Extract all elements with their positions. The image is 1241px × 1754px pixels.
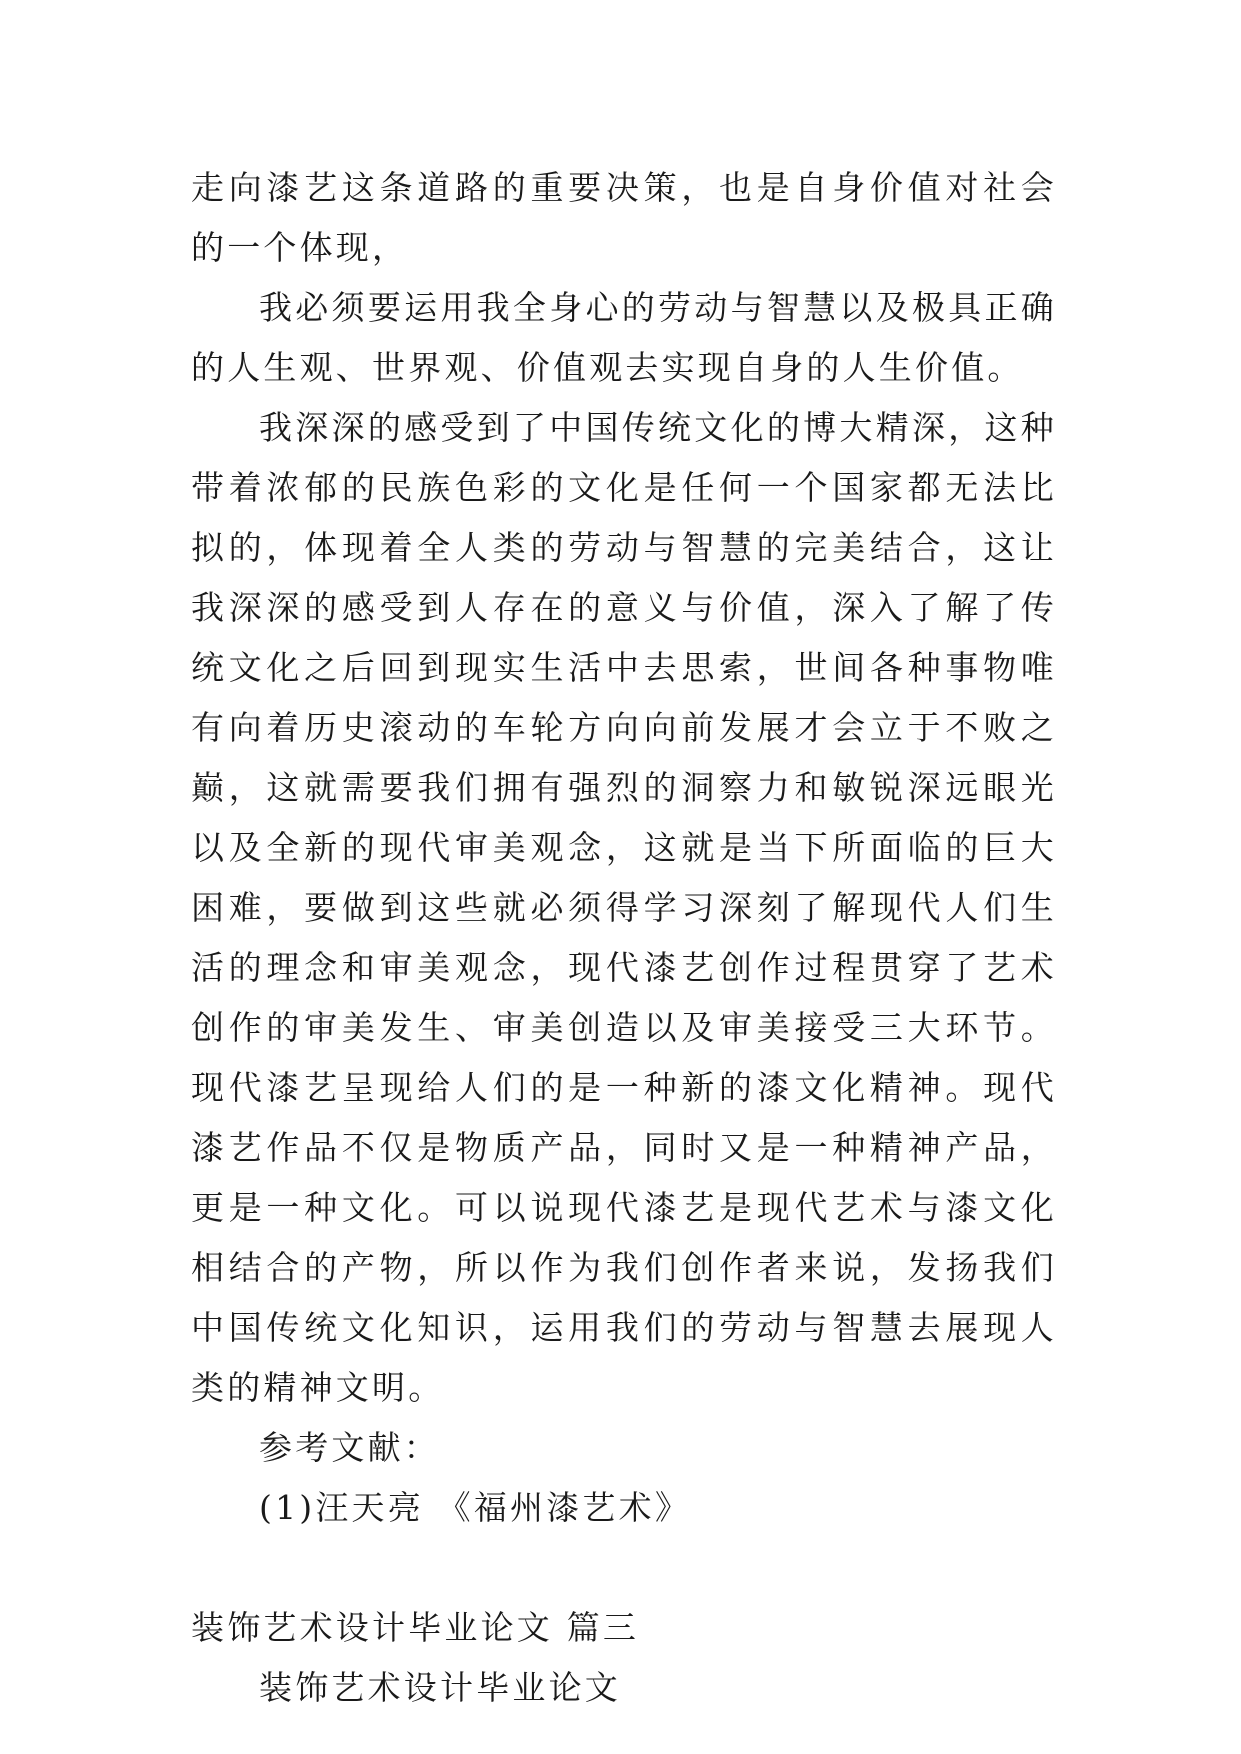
section-subtitle: 装饰艺术设计毕业论文	[259, 1668, 621, 1707]
paragraph-continuation: 走向漆艺这条道路的重要决策，也是自身价值对社会的一个体现，	[191, 168, 1057, 267]
reference-item: (1)汪天亮 《福州漆艺术》	[259, 1488, 692, 1527]
section-title: 装饰艺术设计毕业论文 篇三	[191, 1608, 640, 1647]
document-body	[191, 158, 1057, 1718]
paragraph-traditional-culture: 我深深的感受到了中国传统文化的博大精深，这种带着浓郁的民族色彩的文化是任何一个国家都无法比拟的，体现着全人类的劳动与智慧的完美结合，这让我深深的感受到人存在的意义与价值，深入了解了传统文化之后回到现实生活中去思索，世间各种事物唯有向着历史滚动的车轮方向向前发展才会立于不败之巅，这就需要我们拥有强烈的洞察力和敏锐深远眼光以及全新的现代审美观念，这就是当下所面临的巨大困难，要做到这些就必须得学习深刻了解现代人们生活的理念和审美观念，现代漆艺创作过程贯穿了艺术创作的审美发生、审美创造以及审美接受三大环节。现代漆艺呈现给人们的是一种新的漆文化精神。现代漆艺作品不仅是物质产品，同时又是一种精神产品，更是一种文化。可以说现代漆艺是现代艺术与漆文化相结合的产物，所以作为我们创作者来说，发扬我们中国传统文化知识，运用我们的劳动与智慧去展现人类的精神文明。	[191, 408, 1057, 1407]
references-heading: 参考文献：	[259, 1428, 440, 1467]
paragraph-life-values: 我必须要运用我全身心的劳动与智慧以及极具正确的人生观、世界观、价值观去实现自身的人生价值。	[191, 288, 1057, 387]
